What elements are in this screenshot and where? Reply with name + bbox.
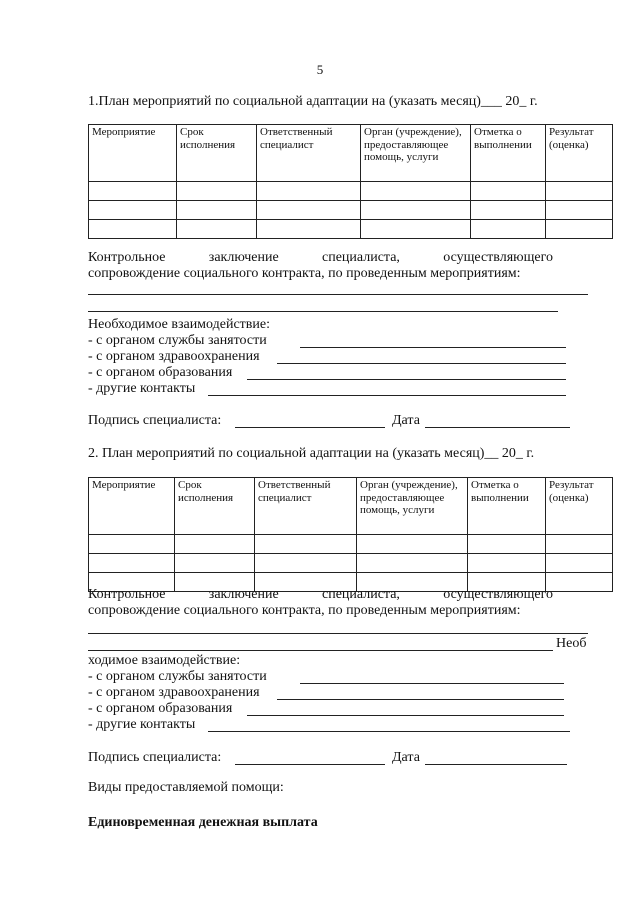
section2-interaction-employment: - с органом службы занятости bbox=[88, 669, 267, 684]
table-row bbox=[89, 554, 613, 573]
table-cell[interactable] bbox=[255, 554, 357, 573]
table-cell[interactable] bbox=[546, 573, 613, 592]
section1-date-blank[interactable] bbox=[425, 427, 570, 428]
table-row bbox=[89, 201, 613, 220]
section1-conclusion-line1: Контрольное заключение специалиста, осуществляющего bbox=[88, 250, 553, 265]
table-cell[interactable] bbox=[471, 220, 546, 239]
table-cell[interactable] bbox=[89, 220, 177, 239]
education-blank[interactable] bbox=[247, 379, 566, 380]
section2-interaction-health: - с органом здравоохранения bbox=[88, 685, 260, 700]
table-cell[interactable] bbox=[357, 554, 468, 573]
table-cell[interactable] bbox=[546, 182, 613, 201]
header-cell: Орган (учреждение), предоставляющее помощь, услуги bbox=[361, 125, 471, 182]
header-cell: Ответственный специалист bbox=[257, 125, 361, 182]
health-blank[interactable] bbox=[277, 699, 564, 700]
education-blank[interactable] bbox=[247, 715, 564, 716]
header-cell: Отметка о выполнении bbox=[471, 125, 546, 182]
table-cell[interactable] bbox=[177, 201, 257, 220]
section1-interaction-employment: - с органом службы занятости bbox=[88, 333, 267, 348]
section1-signature-label: Подпись специалиста: bbox=[88, 413, 222, 428]
table-row bbox=[89, 220, 613, 239]
section2-interaction-other: - другие контакты bbox=[88, 717, 196, 732]
table-cell[interactable] bbox=[89, 182, 177, 201]
table-cell[interactable] bbox=[257, 201, 361, 220]
table-cell[interactable] bbox=[89, 201, 177, 220]
table-cell[interactable] bbox=[546, 535, 613, 554]
header-cell: Отметка о выполнении bbox=[468, 478, 546, 535]
section1-signature-blank[interactable] bbox=[235, 427, 385, 428]
header-cell: Результат (оценка) bbox=[546, 478, 613, 535]
table-cell[interactable] bbox=[257, 220, 361, 239]
table-cell[interactable] bbox=[546, 201, 613, 220]
table-row bbox=[89, 535, 613, 554]
table-cell[interactable] bbox=[468, 554, 546, 573]
table-cell[interactable] bbox=[546, 554, 613, 573]
table-cell[interactable] bbox=[471, 182, 546, 201]
table-cell[interactable] bbox=[361, 182, 471, 201]
section1-conclusion-line2: сопровождение социального контракта, по проведенным мероприятиям: bbox=[88, 266, 521, 281]
section1-conclusion-blank-1[interactable] bbox=[88, 294, 588, 295]
section2-title: 2. План мероприятий по социальной адаптации на (указать месяц)__ 20_ г. bbox=[88, 446, 535, 461]
header-cell: Результат (оценка) bbox=[546, 125, 613, 182]
other-contacts-blank[interactable] bbox=[208, 395, 566, 396]
table-cell[interactable] bbox=[257, 182, 361, 201]
other-contacts-blank[interactable] bbox=[208, 731, 570, 732]
table-row bbox=[89, 182, 613, 201]
page-number: 5 bbox=[316, 62, 324, 77]
table-cell[interactable] bbox=[175, 535, 255, 554]
section2-date-label: Дата bbox=[392, 750, 420, 765]
section2-conclusion-line2: сопровождение социального контракта, по проведенным мероприятиям: bbox=[88, 603, 521, 618]
section2-date-blank[interactable] bbox=[425, 764, 567, 765]
assistance-types-label: Виды предоставляемой помощи: bbox=[88, 780, 284, 795]
table-cell[interactable] bbox=[177, 182, 257, 201]
section2-plan-table bbox=[88, 477, 613, 592]
lump-sum-heading: Единовременная денежная выплата bbox=[88, 815, 318, 830]
section2-signature-label: Подпись специалиста: bbox=[88, 750, 222, 765]
table-cell[interactable] bbox=[361, 220, 471, 239]
section1-interaction-health: - с органом здравоохранения bbox=[88, 349, 260, 364]
table-header-row bbox=[89, 478, 613, 535]
health-blank[interactable] bbox=[277, 363, 566, 364]
header-cell: Мероприятие bbox=[89, 125, 177, 182]
section2-interaction-title-start: Необ bbox=[556, 636, 587, 651]
table-cell[interactable] bbox=[471, 201, 546, 220]
section1-interaction-education: - с органом образования bbox=[88, 365, 233, 380]
section1-interaction-other: - другие контакты bbox=[88, 381, 196, 396]
table-cell[interactable] bbox=[361, 201, 471, 220]
table-cell[interactable] bbox=[468, 535, 546, 554]
section2-interaction-education: - с органом образования bbox=[88, 701, 233, 716]
table-cell[interactable] bbox=[177, 220, 257, 239]
table-cell[interactable] bbox=[89, 535, 175, 554]
section1-title: 1.План мероприятий по социальной адаптации на (указать месяц)___ 20_ г. bbox=[88, 94, 538, 109]
section1-interaction-title: Необходимое взаимодействие: bbox=[88, 317, 271, 332]
table-cell[interactable] bbox=[546, 220, 613, 239]
header-cell: Срок исполнения bbox=[177, 125, 257, 182]
table-header-row bbox=[89, 125, 613, 182]
section2-signature-blank[interactable] bbox=[235, 764, 385, 765]
employment-blank[interactable] bbox=[300, 347, 566, 348]
table-cell[interactable] bbox=[255, 535, 357, 554]
header-cell: Срок исполнения bbox=[175, 478, 255, 535]
section1-date-label: Дата bbox=[392, 413, 420, 428]
employment-blank[interactable] bbox=[300, 683, 564, 684]
table-cell[interactable] bbox=[89, 554, 175, 573]
section2-conclusion-line1: Контрольное заключение специалиста, осуществляющего bbox=[88, 587, 553, 602]
header-cell: Ответственный специалист bbox=[255, 478, 357, 535]
table-cell[interactable] bbox=[175, 554, 255, 573]
section2-conclusion-blank-1[interactable] bbox=[88, 633, 588, 634]
header-cell: Орган (учреждение), предоставляющее помощь, услуги bbox=[357, 478, 468, 535]
section2-interaction-title-rest: ходимое взаимодействие: bbox=[88, 653, 241, 668]
section2-conclusion-blank-2[interactable] bbox=[88, 650, 553, 651]
section1-conclusion-blank-2[interactable] bbox=[88, 311, 558, 312]
table-cell[interactable] bbox=[357, 535, 468, 554]
header-cell: Мероприятие bbox=[89, 478, 175, 535]
section1-plan-table bbox=[88, 124, 613, 239]
